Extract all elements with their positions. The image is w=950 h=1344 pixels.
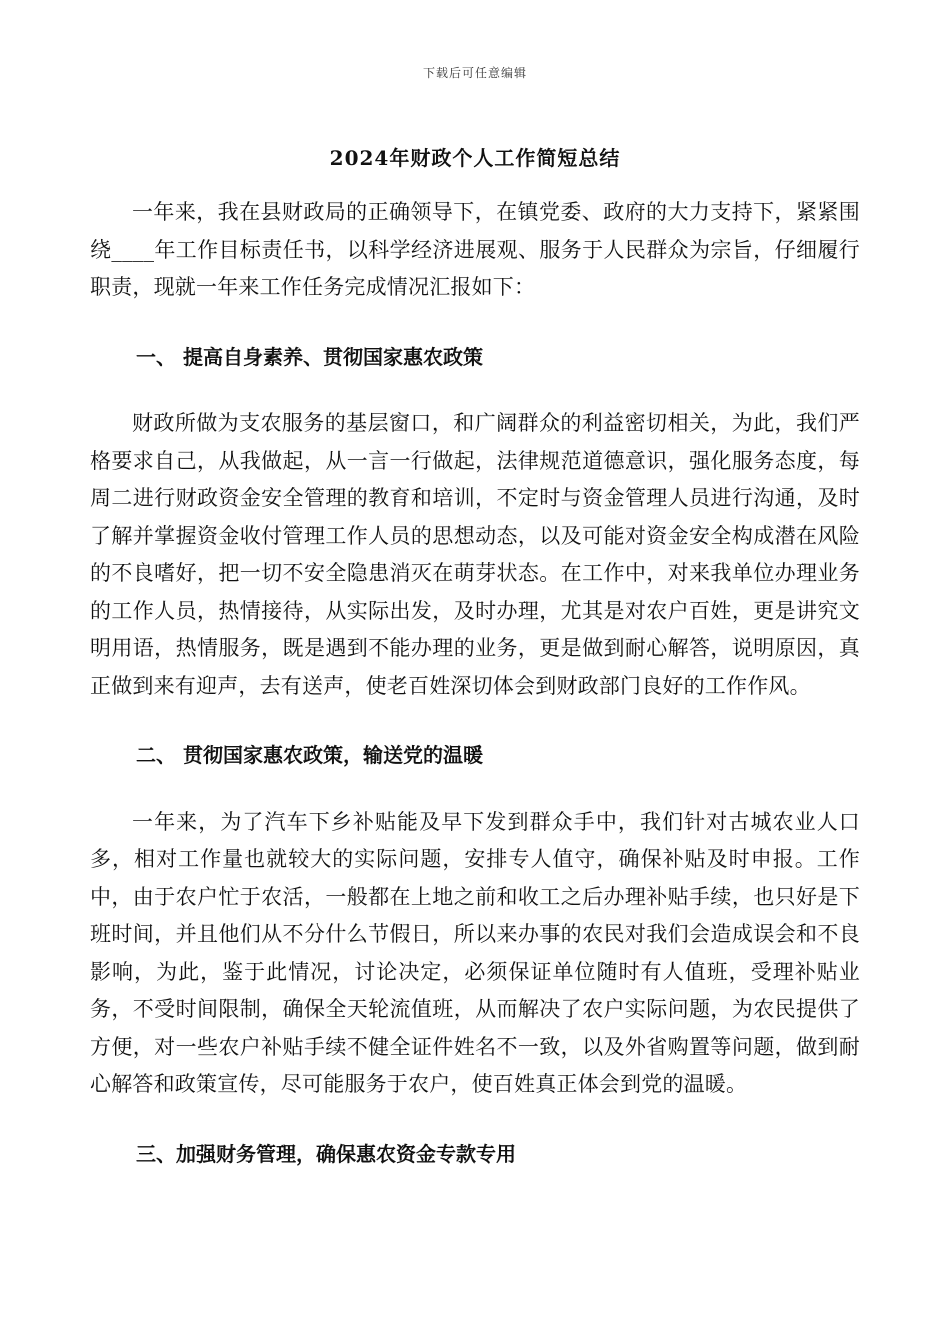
header-note: 下载后可任意编辑 xyxy=(422,66,527,80)
intro-paragraph: 一年来，我在县财政局的正确领导下，在镇党委、政府的大力支持下，紧紧围绕____年工作目标责任书，以科学经济进展观、服务于人民群众为宗旨，仔细履行职责，现就一年来工作任务完成情况汇报如下： xyxy=(90,200,860,299)
section-heading-1: 一、 提高自身素养、贯彻国家惠农政策 xyxy=(136,344,483,369)
document-body xyxy=(90,194,860,1173)
section-body-2: 一年来，为了汽车下乡补贴能及早下发到群众手中，我们针对古城农业人口多，相对工作量也就较大的实际问题，安排专人值守，确保补贴及时申报。工作中，由于农户忙于农活，一般都在上地之前和收工之后办理补贴手续，也只好是下班时间，并且他们从不分什么节假日，所以来办事的农民对我们会造成误会和不良影响，为此，鉴于此情况，讨论决定，必须保证单位随时有人值班，受理补贴业务，不受时间限制，确保全天轮流值班，从而解决了农户实际问题，为农民提供了方便，对一些农户补贴手续不健全证件姓名不一致，以及外省购置等问题，做到耐心解答和政策宣传，尽可能服务于农户，使百姓真正体会到党的温暖。 xyxy=(90,809,860,1096)
section-body-1: 财政所做为支农服务的基层窗口，和广阔群众的利益密切相关，为此，我们严格要求自己，从我做起，从一言一行做起，法律规范道德意识，强化服务态度，每周二进行财政资金安全管理的教育和培训，不定时与资金管理人员进行沟通，及时了解并掌握资金收付管理工作人员的思想动态，以及可能对资金安全构成潜在风险的不良嗜好，把一切不安全隐患消灭在萌芽状态。在工作中，对来我单位办理业务的工作人员，热情接待，从实际出发，及时办理，尤其是对农户百姓，更是讲究文明用语，热情服务，既是遇到不能办理的业务，更是做到耐心解答，说明原因，真正做到来有迎声，去有送声，使老百姓深切体会到财政部门良好的工作作风。 xyxy=(90,411,860,698)
section-heading-3: 三、加强财务管理，确保惠农资金专款专用 xyxy=(136,1141,516,1166)
section-heading-2: 二、 贯彻国家惠农政策，输送党的温暖 xyxy=(136,743,483,767)
document-title: 2024年财政个人工作简短总结 xyxy=(329,146,621,170)
